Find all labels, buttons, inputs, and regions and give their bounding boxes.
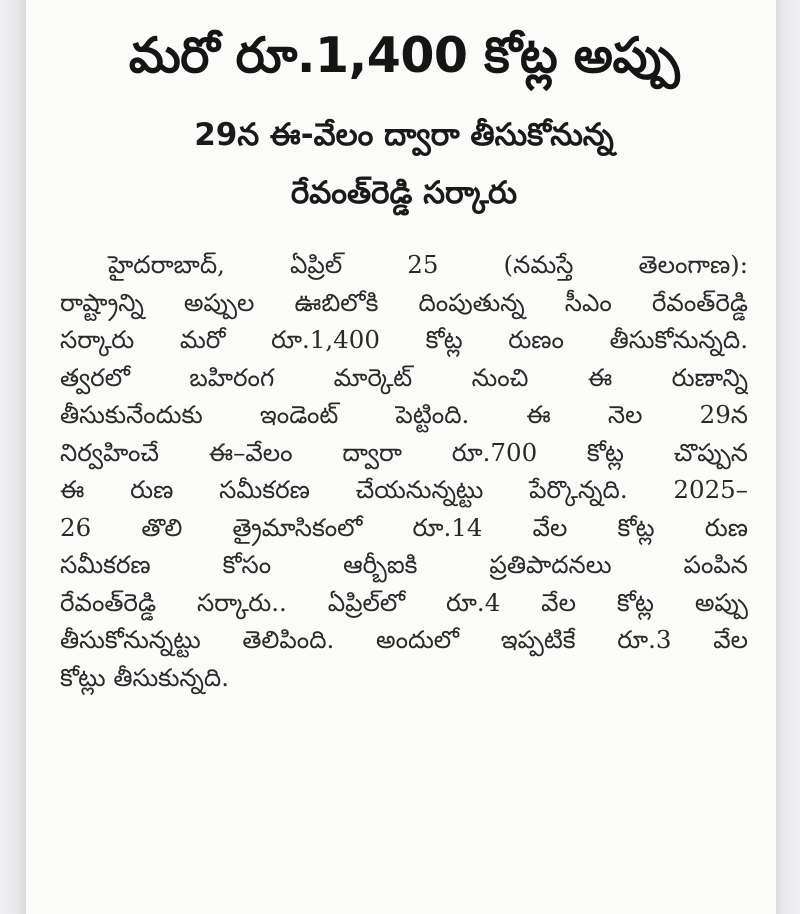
body-line: తీసుకునేందుకు ఇండెంట్ పెట్టింది. ఈ నెల 29న bbox=[60, 400, 748, 429]
body-line: సమీకరణ కోసం ఆర్బీఐకి ప్రతిపాదనలు పంపిన bbox=[60, 550, 748, 579]
body-line: త్వరలో బహిరంగ మార్కెట్ నుంచి ఈ రుణాన్ని bbox=[60, 362, 748, 392]
subheadline-line: 29న ఈ-వేలం ద్వారా తీసుకోనున్న bbox=[194, 117, 614, 153]
body-line: ఈ రుణ సమీకరణ చేయనున్నట్టు పేర్కొన్నది. 2025– bbox=[60, 475, 748, 504]
body-line: రేవంత్‌రెడ్డి సర్కారు.. ఏప్రిల్‌లో రూ.4 వేల కోట్ల అప్పు bbox=[60, 587, 748, 617]
body-line-dateline: హైదరాబాద్, ఏప్రిల్ 25 (నమస్తే తెలంగాణ): bbox=[108, 250, 748, 279]
body-line-last: కోట్లు తీసుకున్నది. bbox=[60, 662, 229, 692]
body-line: సర్కారు మరో రూ.1,400 కోట్ల రుణం తీసుకోనున్నది. bbox=[60, 325, 748, 354]
subheadline-line: రేవంత్‌రెడ్డి సర్కారు bbox=[290, 175, 518, 211]
newspaper-clipping bbox=[26, 0, 776, 914]
article-body bbox=[60, 246, 748, 696]
body-line: నిర్వహించే ఈ–వేలం ద్వారా రూ.700 కోట్ల చొప్పున bbox=[60, 437, 748, 467]
scan-margin-right bbox=[776, 0, 800, 914]
body-line: రాష్ట్రాన్ని అప్పుల ఊబిలోకి దింపుతున్న సీఎం రేవంత్‌రెడ్డి bbox=[60, 287, 748, 317]
headline: మరో రూ.1,400 కోట్ల అప్పు bbox=[128, 27, 680, 84]
subheadline bbox=[60, 106, 748, 222]
scan-margin-left bbox=[0, 0, 26, 914]
body-line: తీసుకోనున్నట్టు తెలిపింది. అందులో ఇప్పటికే రూ.3 వేల bbox=[60, 625, 748, 654]
body-line: 26 తొలి త్రైమాసికంలో రూ.14 వేల కోట్ల రుణ bbox=[60, 512, 748, 542]
